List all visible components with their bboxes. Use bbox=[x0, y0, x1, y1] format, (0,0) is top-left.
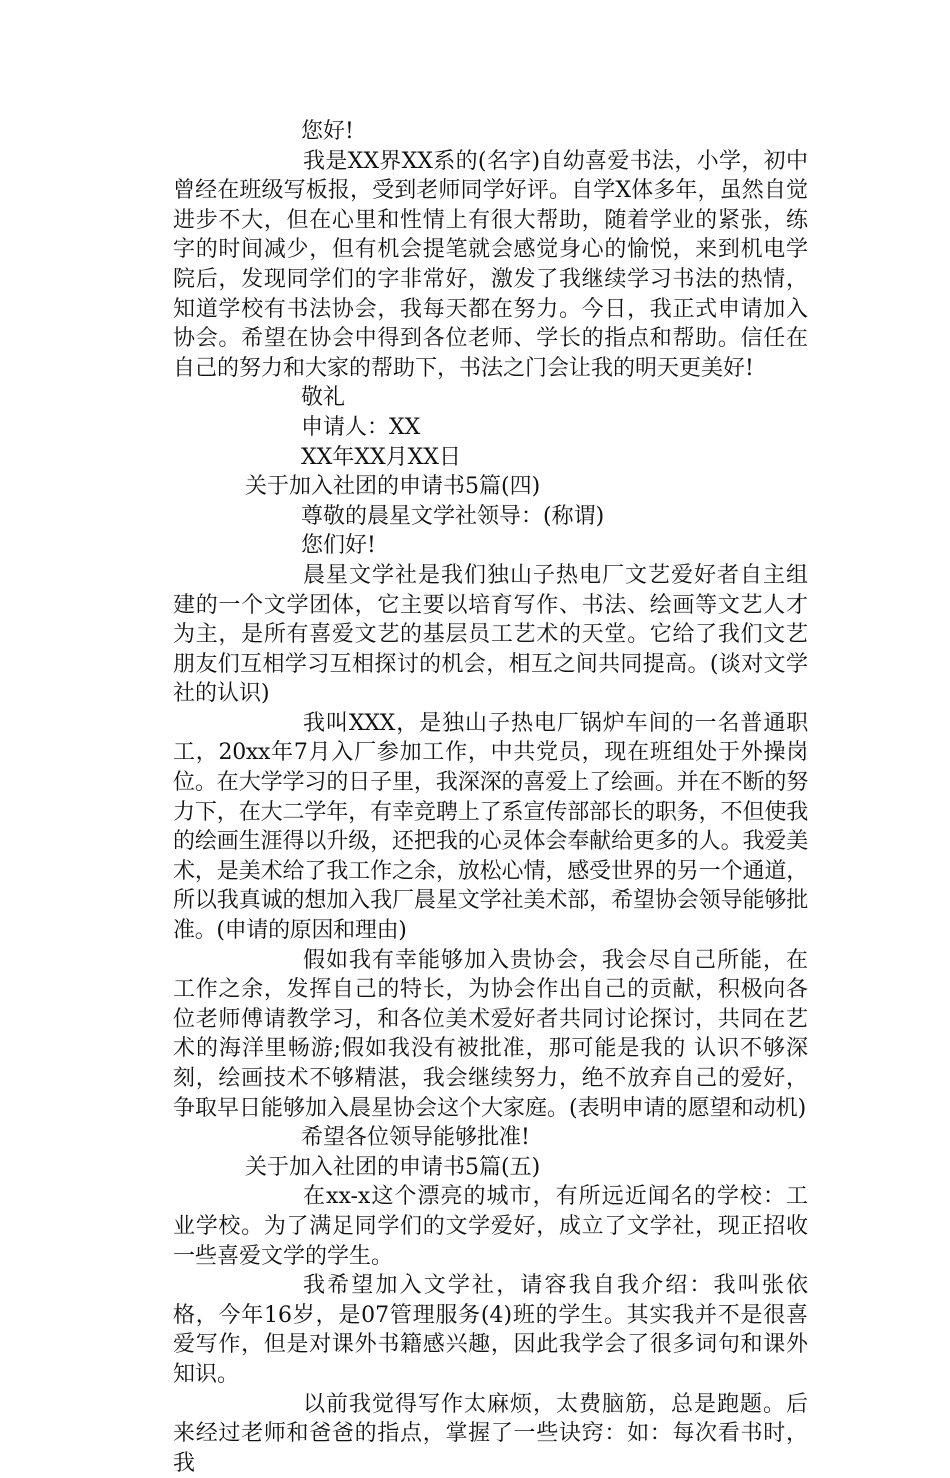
paragraph-commitment: 假如我有幸能够加入贵协会，我会尽自己所能，在工作之余，发挥自己的特长，为协会作出自己的贡献，积极向各位老师傅请教学习，和各位美术爱好者共同讨论探讨，共同在艺术的海洋里畅游;假如我没有被批准，那可能是我的 认识不够深刻，绘画技术不够精湛，我会继续努力，绝不放弃自己的爱好，争取早日能够加入晨星协会这个大家庭。(表明申请的愿望和动机) bbox=[173, 947, 808, 1121]
applicant-line: 申请人：XX bbox=[301, 414, 421, 440]
paragraph-society-intro: 晨星文学社是我们独山子热电厂文艺爱好者自主组建的一个文学团体，它主要以培育写作、书法、绘画等文艺人才为主，是所有喜爱文艺的基层员工艺术的天堂。它给了我们文艺朋友们互相学习互相探讨的机会，相互之间共同提高。(谈对文学社的认识) bbox=[173, 562, 808, 707]
section-heading-5: 关于加入社团的申请书5篇(五) bbox=[245, 1154, 541, 1180]
address-line: 尊敬的晨星文学社领导：(称谓) bbox=[301, 503, 605, 529]
paragraph-self-intro: 我叫XXX，是独山子热电厂锅炉车间的一名普通职工，20xx年7月入厂参加工作，中共党员，现在班组处于外操岗位。在大学学习的日子里，我深深的喜爱上了绘画。并在不断的努力下，在大二学年，有幸竞聘上了系宣传部部长的职务，不但使我的绘画生涯得以升级，还把我的心灵体会奉献给更多的人。我爱美术，是美术给了我工作之余，放松心情，感受世界的另一个通道，所以我真诚的想加入我厂晨星文学社美术部，希望协会领导能够批准。(申请的原因和理由) bbox=[173, 710, 808, 944]
paragraph-student-intro: 我希望加入文学社，请容我自我介绍：我叫张依格，今年16岁，是07管理服务(4)班的学生。其实我并不是很喜爱写作，但是对课外书籍感兴趣，因此我学会了很多词句和课外知识。 bbox=[173, 1273, 808, 1387]
document-body bbox=[173, 117, 808, 1478]
date-line: XX年XX月XX日 bbox=[301, 444, 461, 470]
salutation: 您好! bbox=[301, 119, 354, 144]
paragraph-calligraphy-intro: 我是XX界XX系的(名字)自幼喜爱书法，小学，初中曾经在班级写板报，受到老师同学好评。自学X体多年，虽然自觉进步不大，但在心里和性情上有很大帮助，随着学业的紧张，练字的时间减少，但有机会提笔就会感觉身心的愉悦，来到机电学院后，发现同学们的字非常好，激发了我继续学习书法的热情，知道学校有书法协会，我每天都在努力。今日，我正式申请加入协会。希望在协会中得到各位老师、学长的指点和帮助。信任在自己的努力和大家的帮助下，书法之门会让我的明天更美好! bbox=[173, 148, 808, 381]
paragraph-writing-experience: 以前我觉得写作太麻烦，太费脑筋，总是跑题。后来经过老师和爸爸的指点，掌握了一些诀窍：如：每次看书时，我 bbox=[173, 1391, 808, 1476]
greeting-line: 您们好! bbox=[301, 533, 376, 559]
closing-regards: 敬礼 bbox=[301, 385, 346, 411]
section-heading-4: 关于加入社团的申请书5篇(四) bbox=[245, 474, 541, 500]
hope-line: 希望各位领导能够批准! bbox=[301, 1125, 530, 1151]
paragraph-school-intro: 在xx-x这个漂亮的城市，有所远近闻名的学校：工业学校。为了满足同学们的文学爱好，成立了文学社，现正招收一些喜爱文学的学生。 bbox=[173, 1184, 808, 1269]
